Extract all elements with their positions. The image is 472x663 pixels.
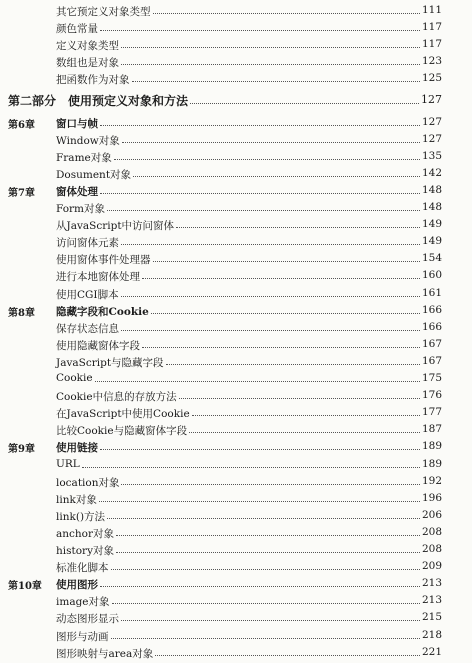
dot-leader [114,159,420,160]
page-number: 123 [421,55,442,68]
page-number: 196 [421,491,442,504]
page-number: 218 [421,628,442,641]
chapter-number: 第7章 [8,187,35,199]
toc-entry-row [0,130,472,148]
page-number: 125 [421,72,442,85]
dot-leader [176,227,420,228]
toc-entry-row [0,52,472,70]
dot-leader [189,432,420,433]
chapter-number: 第9章 [8,444,35,456]
toc-entry-row [0,35,472,53]
entry-title: link对象 [56,493,97,506]
entry-title: 从JavaScript中访问窗体 [56,220,175,233]
dot-leader [121,484,420,485]
page-number: 149 [421,235,442,248]
entry-title: URL [56,457,80,470]
page-number: 167 [421,337,442,350]
toc-chapter-row [0,181,472,199]
chapter-title: 窗体处理 [56,185,98,198]
toc-entry-row [0,215,472,233]
dot-leader [192,415,420,416]
dot-leader [121,620,420,621]
entry-title: Form对象 [56,203,106,215]
page-number: 213 [421,577,442,590]
page-number: 148 [421,201,442,213]
toc-entry-row [0,284,472,302]
dot-leader [116,535,420,536]
entry-title: JavaScript与隐藏字段 [56,356,164,369]
entry-title: 进行本地窗体处理 [56,271,140,284]
dot-leader [111,638,420,639]
page-number: 154 [421,252,442,265]
dot-leader [100,193,420,194]
entry-title: Cookie中信息的存放方法 [56,391,177,404]
dot-leader [100,30,420,31]
entry-title: 动态图形显示 [56,613,119,626]
entry-title: Dosument对象 [56,168,132,181]
page-number: 111 [421,4,442,16]
toc-entry-row [0,608,472,626]
page-number: 213 [421,594,442,607]
toc-entry-row [0,540,472,558]
chapter-title: 使用图形 [56,579,98,592]
page-number: 160 [421,269,442,282]
entry-title: 图形与动画 [56,630,109,643]
entry-title: 使用窗体事件处理器 [56,254,151,267]
page-number: 117 [421,38,442,51]
page-number: 127 [421,132,442,145]
page-number: 135 [421,149,442,162]
toc-entry-row [0,455,472,473]
dot-leader [155,655,420,656]
dot-leader [111,569,420,570]
toc-entry-row [0,232,472,250]
page-number: 166 [421,320,442,333]
page-number: 187 [421,423,442,436]
dot-leader [82,467,420,468]
toc-entry-row [0,643,472,661]
toc-entry-row [0,147,472,165]
toc-entry-row [0,523,472,541]
page-number: 189 [421,457,442,470]
toc-entry-row [0,198,472,216]
entry-title: 保存状态信息 [56,322,119,335]
dot-leader [121,47,420,48]
toc-entry-row [0,420,472,438]
toc-chapter-row [0,113,472,131]
toc-entry-row [0,1,472,19]
entry-title: 访问窗体元素 [56,237,119,250]
dot-leader [99,501,420,502]
chapter-title: 窗口与帧 [56,117,98,130]
entry-title: location对象 [56,476,120,489]
toc-chapter-row [0,301,472,319]
dot-leader [112,603,420,604]
toc-part-row [0,91,472,109]
dot-leader [179,398,420,399]
entry-title: anchor对象 [56,527,115,540]
entry-title: 使用隐藏窗体字段 [56,339,140,352]
toc-entry-row [0,69,472,87]
toc-entry-row [0,591,472,609]
entry-title: Frame对象 [56,151,112,164]
page-number: 175 [421,372,442,384]
page-number: 189 [421,440,442,453]
toc-entry-row [0,506,472,524]
page-number: 142 [421,166,442,179]
toc-entry-row [0,164,472,182]
page-number: 209 [421,560,442,573]
entry-title: 定义对象类型 [56,40,119,53]
dot-leader [107,518,420,519]
dot-leader [133,176,420,177]
dot-leader [132,81,420,82]
entry-title: Window对象 [56,134,120,147]
chapter-number: 第8章 [8,307,35,319]
toc-chapter-row [0,574,472,592]
dot-leader [122,142,420,143]
dot-leader [107,210,420,211]
entry-title: 图形映射与area对象 [56,647,154,660]
page-number: 167 [421,354,442,367]
dot-leader [121,330,420,331]
dot-leader [142,347,420,348]
entry-title: link()方法 [56,510,106,523]
part-title: 第二部分 使用预定义对象和方法 [8,93,189,108]
page-number: 206 [421,508,442,521]
dot-leader [116,552,420,553]
page-number: 221 [421,645,442,658]
toc-entry-row [0,472,472,490]
dot-leader [121,244,420,245]
page-number: 127 [421,115,442,128]
chapter-title: 使用链接 [56,442,98,455]
entry-title: history对象 [56,545,115,557]
page-number: 149 [421,218,442,231]
toc-entry-row [0,489,472,507]
toc-entry-row [0,557,472,575]
toc-entry-row [0,335,472,353]
toc-entry-row [0,369,472,387]
toc-entry-row [0,18,472,36]
toc-entry-row [0,266,472,284]
page-number: 176 [421,389,442,402]
dot-leader [100,125,420,126]
toc-chapter-row [0,437,472,455]
dot-leader [95,381,420,382]
dot-leader [142,278,420,279]
entry-title: 其它预定义对象类型 [56,6,151,18]
entry-title: 把函数作为对象 [56,74,130,87]
toc-entry-row [0,403,472,421]
page-number: 117 [421,21,442,34]
dot-leader [121,296,420,297]
page-number: 215 [421,611,442,624]
dot-leader [153,261,420,262]
dot-leader [121,64,420,65]
page-number: 166 [421,303,442,316]
dot-leader [153,13,420,14]
chapter-number: 第6章 [8,119,35,131]
entry-title: 在JavaScript中使用Cookie [56,408,190,421]
chapter-title: 隐藏字段和Cookie [56,305,149,318]
dot-leader [151,313,420,314]
page-number: 161 [421,286,442,299]
chapter-number: 第10章 [8,581,42,593]
page-number: 192 [421,474,442,487]
toc-entry-row [0,352,472,370]
toc-entry-row [0,386,472,404]
entry-title: 使用CGI脚本 [56,288,119,301]
entry-title: 比较Cookie与隐藏窗体字段 [56,425,188,438]
page-number: 127 [421,92,442,106]
dot-leader [166,364,420,365]
entry-title: image对象 [56,596,110,609]
entry-title: Cookie [56,372,93,384]
page-number: 148 [421,183,442,196]
page-number: 208 [421,525,442,538]
toc-entry-row [0,626,472,644]
page-number: 208 [421,543,442,555]
entry-title: 标准化脚本 [56,562,109,575]
dot-leader [100,449,420,450]
toc-entry-row [0,249,472,267]
toc-entry-row [0,318,472,336]
dot-leader [100,586,420,587]
page-number: 177 [421,406,442,419]
dot-leader [190,103,419,104]
entry-title: 颜色常量 [56,23,98,36]
entry-title: 数组也是对象 [56,57,119,70]
